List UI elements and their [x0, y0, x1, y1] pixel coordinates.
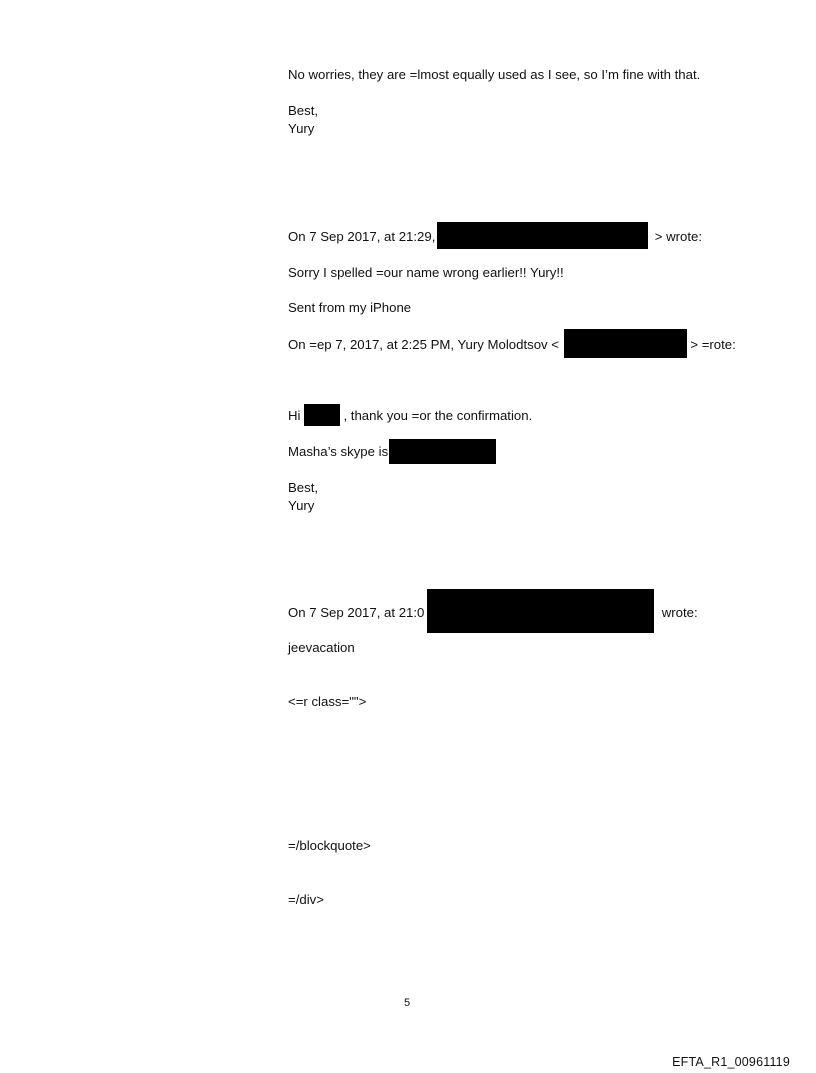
- signature-line: Yury: [288, 498, 315, 513]
- html-artifact-line: =/div>: [288, 892, 324, 907]
- redaction-box: [304, 404, 340, 426]
- redaction-box: [564, 329, 687, 358]
- redaction-box: [437, 222, 648, 249]
- quote-header-tail: > wrote:: [654, 229, 702, 244]
- quote-header-text: On =ep 7, 2017, at 2:25 PM, Yury Molodtsov <: [288, 337, 559, 352]
- quote-header-text: On 7 Sep 2017, at 21:29,: [288, 229, 436, 244]
- quote-header-tail: > =rote:: [690, 337, 736, 352]
- bates-number: EFTA_R1_00961119: [672, 1055, 790, 1069]
- greeting-text: Hi: [288, 408, 301, 423]
- redaction-box: [389, 439, 496, 464]
- body-line: Masha’s skype is: [288, 444, 389, 459]
- body-text: , thank you =or the confirmation.: [343, 408, 533, 423]
- quote-header-tail: wrote:: [661, 605, 698, 620]
- redaction-box: [427, 589, 654, 633]
- body-line: jeevacation: [288, 640, 355, 655]
- body-line: Sent from my iPhone: [288, 300, 412, 315]
- body-line: Sorry I spelled =our name wrong earlier!! Yury!!: [288, 265, 564, 280]
- body-line: No worries, they are =lmost equally used as I see, so I’m fine with that.: [288, 67, 701, 82]
- html-artifact-line: =/blockquote>: [288, 838, 371, 853]
- signoff-line: Best,: [288, 103, 319, 118]
- html-artifact-line: <=r class="">: [288, 694, 367, 709]
- page-number: 5: [404, 997, 411, 1009]
- signoff-line: Best,: [288, 480, 319, 495]
- signature-line: Yury: [288, 121, 315, 136]
- quote-header-text: On 7 Sep 2017, at 21:0: [288, 605, 425, 620]
